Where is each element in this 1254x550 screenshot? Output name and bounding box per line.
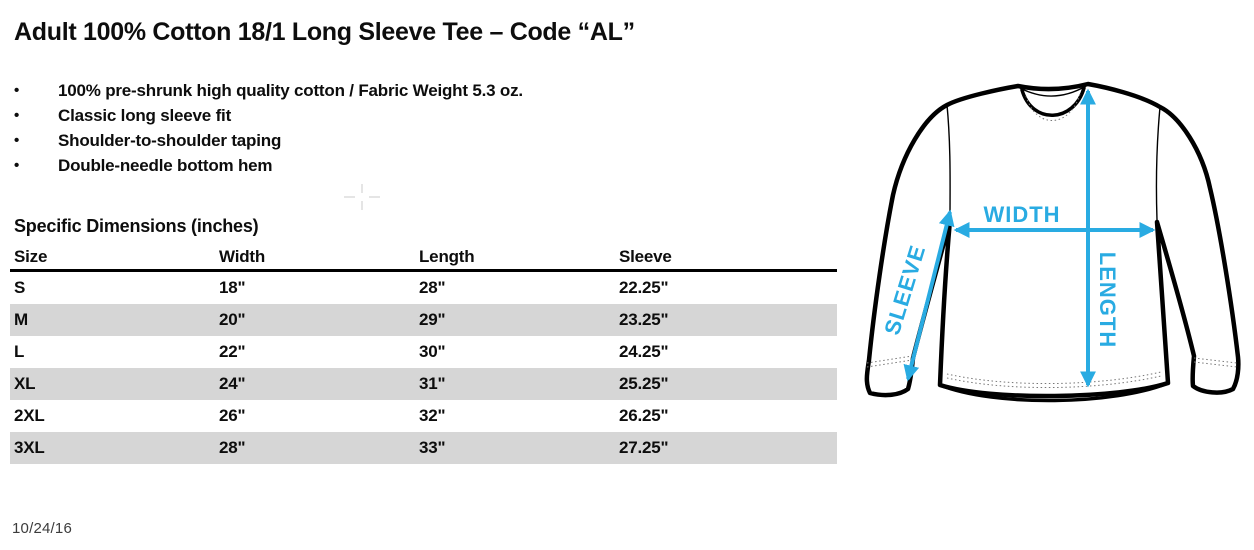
table-row — [10, 400, 837, 432]
feature-text: Shoulder-to-shoulder taping — [58, 130, 282, 150]
cell-length: 28" — [419, 278, 446, 297]
feature-text: Double-needle bottom hem — [58, 155, 273, 175]
cell-width: 18" — [219, 278, 246, 297]
cell-sleeve: 26.25" — [619, 406, 669, 425]
size-chart-table — [10, 244, 837, 464]
list-item — [14, 78, 694, 103]
cell-width: 24" — [219, 374, 246, 393]
feature-list — [14, 78, 694, 178]
bullet-icon: • — [14, 157, 20, 174]
cell-size: 2XL — [14, 406, 45, 425]
list-item — [14, 128, 694, 153]
column-header-size: Size — [14, 246, 48, 266]
column-header-length: Length — [419, 246, 475, 266]
column-header-sleeve: Sleeve — [619, 246, 672, 266]
cell-length: 31" — [419, 374, 446, 393]
cell-width: 20" — [219, 310, 246, 329]
cell-size: 3XL — [14, 438, 45, 457]
cell-width: 26" — [219, 406, 246, 425]
table-header-row — [10, 244, 837, 272]
cell-sleeve: 24.25" — [619, 342, 669, 361]
table-row — [10, 272, 837, 304]
cell-width: 28" — [219, 438, 246, 457]
cell-size: M — [14, 310, 28, 329]
registration-mark-icon — [344, 184, 380, 210]
cell-size: XL — [14, 374, 36, 393]
list-item — [14, 103, 694, 128]
dimensions-heading: Specific Dimensions (inches) — [14, 216, 259, 236]
table-row — [10, 432, 837, 464]
cell-length: 32" — [419, 406, 446, 425]
column-header-width: Width — [219, 246, 266, 266]
width-label: WIDTH — [983, 202, 1061, 227]
feature-text: 100% pre-shrunk high quality cotton / Fabric Weight 5.3 oz. — [58, 80, 523, 100]
cell-sleeve: 25.25" — [619, 374, 669, 393]
page-title: Adult 100% Cotton 18/1 Long Sleeve Tee – Code “AL” — [14, 18, 635, 46]
shirt-diagram — [850, 55, 1254, 455]
feature-text: Classic long sleeve fit — [58, 105, 232, 125]
bullet-icon: • — [14, 82, 20, 99]
bullet-icon: • — [14, 132, 20, 149]
table-row — [10, 368, 837, 400]
list-item — [14, 153, 694, 178]
cell-sleeve: 22.25" — [619, 278, 669, 297]
shirt-outline — [867, 84, 1238, 396]
cell-sleeve: 23.25" — [619, 310, 669, 329]
cell-length: 30" — [419, 342, 446, 361]
table-row — [10, 336, 837, 368]
cell-width: 22" — [219, 342, 246, 361]
sleeve-label: SLEEVE — [879, 241, 931, 338]
length-label: LENGTH — [1095, 251, 1120, 349]
cell-sleeve: 27.25" — [619, 438, 669, 457]
footer-date: 10/24/16 — [12, 520, 72, 537]
table-row — [10, 304, 837, 336]
cell-length: 29" — [419, 310, 446, 329]
cell-size: S — [14, 278, 26, 297]
bullet-icon: • — [14, 107, 20, 124]
cell-length: 33" — [419, 438, 446, 457]
cell-size: L — [14, 342, 25, 361]
